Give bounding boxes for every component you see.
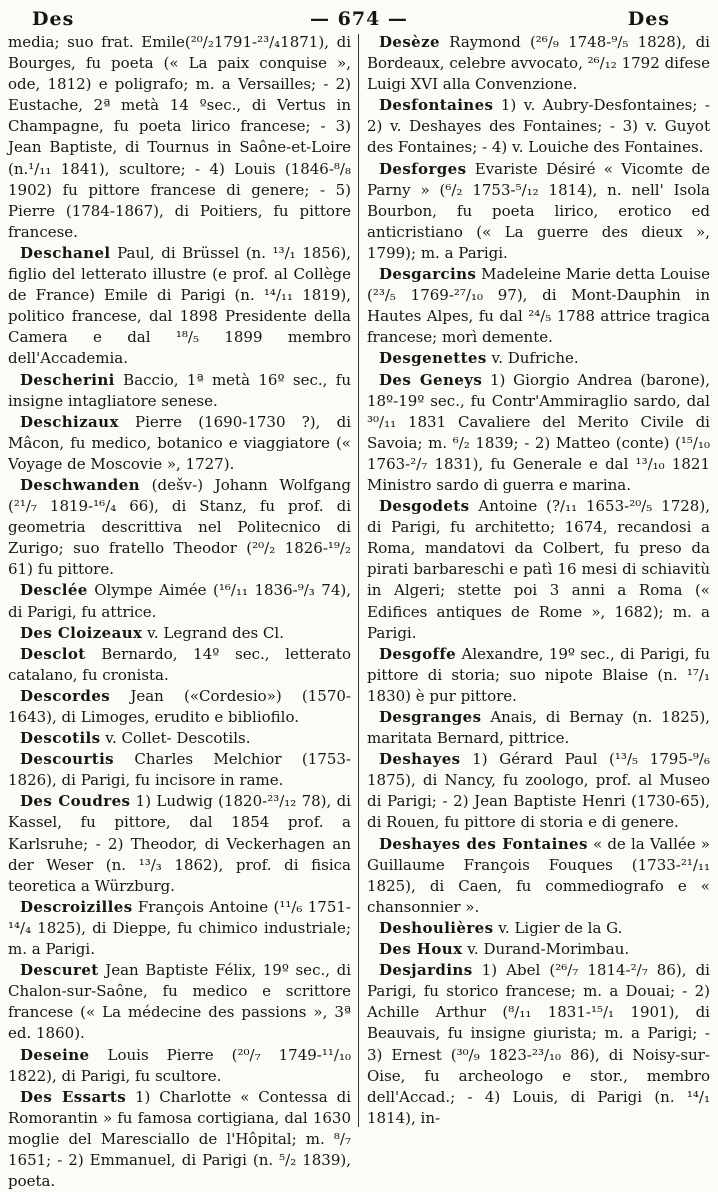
page-number: — 674 — bbox=[310, 8, 408, 30]
entry-text: Jean Baptiste Félix, 19º sec., di Chalon-sur-Saône, fu medico e scrittore francese (« La médecine des passions », 3ª ed. 1860). bbox=[8, 961, 351, 1043]
entry-text: v. Collet- Descotils. bbox=[105, 729, 251, 748]
entry-headword: Des Essarts bbox=[20, 1087, 127, 1106]
entry-headword: Deschizaux bbox=[20, 412, 119, 431]
left-column bbox=[8, 32, 358, 1191]
dictionary-entry bbox=[8, 1087, 351, 1192]
entry-headword: Desgranges bbox=[378, 708, 482, 726]
dictionary-entry bbox=[8, 791, 351, 896]
entry-headword: Descuret bbox=[20, 961, 99, 980]
entry-headword: Desfontaines bbox=[378, 96, 494, 115]
dictionary-entry bbox=[8, 475, 351, 580]
entry-text: Paul, di Brüssel (n. ¹³/₁ 1856), figlio del letterato illustre (e prof. al Collège de France) Emile di Parigi (n. ¹⁴/₁₁ 1819), politico francese, dal 1898 Presidente della Camera e dal ¹⁸/₅ 1899 membro dell'Accademia. bbox=[8, 243, 351, 368]
dictionary-entry bbox=[8, 960, 351, 1044]
entry-headword: Deshayes bbox=[378, 750, 461, 769]
dictionary-entry bbox=[367, 834, 710, 918]
entry-text: Olympe Aimée (¹⁶/₁₁ 1836-⁹/₃ 74), di Parigi, fu attrice. bbox=[8, 581, 351, 621]
dictionary-entry bbox=[367, 370, 710, 497]
text-columns bbox=[8, 32, 710, 1191]
entry-headword: Descotils bbox=[20, 729, 101, 748]
dictionary-entry bbox=[367, 95, 710, 158]
dictionary-entry bbox=[8, 686, 351, 728]
entry-text: 1) Charlotte « Contessa di Romorantin » fu famosa cortigiana, dal 1630 moglie del Maresciallo de l'Hôpital; m. ⁸/₇ 1651; - 2) Emmanuel, di Parigi (n. ⁵/₂ 1839), poeta. bbox=[8, 1087, 351, 1191]
entry-headword: Des Geneys bbox=[378, 370, 483, 389]
dictionary-entry bbox=[8, 623, 351, 644]
entry-headword: Desforges bbox=[378, 159, 467, 178]
entry-text: Antoine (?/₁₁ 1653-²⁰/₅ 1728), di Parigi, fu architetto; 1674, recandosi a Roma, mandatovi da Colbert, fu preso da pirati barbareschi e patì 16 mesi di schiavitù in Algeri; stette poi 3 anni a Roma (« Edifices antiques de Rome », 1682); m. a Parigi. bbox=[366, 497, 710, 642]
dictionary-entry bbox=[8, 644, 351, 686]
entry-text: « de la Vallée » Guillaume François Fouques (1733-²¹/₁₁ 1825), di Caen, fu commediografo e « chansonnier ». bbox=[366, 834, 710, 916]
entry-text: 1) Ludwig (1820-²³/₁₂ 78), di Kassel, fu pittore, dal 1854 prof. a Karlsruhe; - 2) Theodor, di Veckerhagen an der Weser (n. ¹³/₃ 1862), prof. di fisica teoretica a Würzburg. bbox=[8, 792, 351, 895]
dictionary-entry bbox=[367, 32, 710, 95]
entry-headword: Descordes bbox=[20, 686, 111, 705]
entry-headword: Desgenettes bbox=[378, 349, 487, 368]
entry-text: Jean («Cordesio») (1570-1643), di Limoges, erudito e bibliofilo. bbox=[8, 686, 351, 726]
entry-text: Baccio, 1ª metà 16º sec., fu insigne intagliatore senese. bbox=[8, 370, 351, 410]
entry-headword: Des Houx bbox=[378, 940, 463, 959]
entry-headword: Deshayes des Fontaines bbox=[378, 834, 588, 853]
entry-text: Alexandre, 19º sec., di Parigi, fu pittore di storia; suo nipote Blaise (n. ¹⁷/₁ 1830) è pur pittore. bbox=[366, 644, 710, 705]
entry-headword: Descroizilles bbox=[20, 897, 133, 916]
entry-headword: Desjardins bbox=[378, 961, 473, 980]
dictionary-entry bbox=[367, 707, 710, 749]
dictionary-entry bbox=[367, 960, 710, 1129]
entry-headword: Desgodets bbox=[378, 497, 470, 516]
dictionary-entry bbox=[367, 918, 710, 939]
entry-text: Louis Pierre (²⁰/₇ 1749-¹¹/₁₀ 1822), di Parigi, fu scultore. bbox=[8, 1045, 351, 1085]
entry-text: François Antoine (¹¹/₆ 1751-¹⁴/₄ 1825), di Dieppe, fu chimico industriale; m. a Parigi. bbox=[8, 897, 351, 959]
entry-text: Raymond (²⁶/₉ 1748-⁹/₅ 1828), di Bordeaux, celebre avvocato, ²⁶/₁₂ 1792 difese Luigi XVI alla Convenzione. bbox=[366, 33, 710, 94]
entry-text: 1) Gérard Paul (¹³/₅ 1795-⁹/₆ 1875), di Nancy, fu zoologo, prof. al Museo di Parigi; - 2) Jean Baptiste Henri (1730-65), di Rouen, fu pittore di storia e di genere. bbox=[366, 750, 710, 832]
dictionary-entry bbox=[367, 749, 710, 833]
dictionary-entry bbox=[367, 939, 710, 960]
right-column bbox=[359, 32, 710, 1127]
entry-text: (dešv-) Johann Wolfgang (²¹/₇ 1819-¹⁶/₄ 66), di Stanz, fu prof. di geometria descrittiva nel Politecnico di Zurigo; suo fratello Theodor (²⁰/₂ 1826-¹⁹/₂ 61) fu pittore. bbox=[8, 475, 351, 579]
entry-text: 1) Giorgio Andrea (barone), 18º-19º sec., fu Contr'Ammiraglio sardo, dal ³⁰/₁₁ 1831 Cavaliere del Merito Civile di Savoia; m. ⁶/₂ 1839; - 2) Matteo (conte) (¹⁵/₁₀ 1763-²/₇ 1831), fu Generale e dal ¹³/₁₀ 1821 Ministro sardo di guerra e marina. bbox=[366, 370, 710, 494]
entry-text: v. Dufriche. bbox=[491, 349, 579, 368]
entry-headword: Desclot bbox=[20, 644, 86, 663]
header-left-word: Des bbox=[32, 8, 75, 30]
entry-headword: Descourtis bbox=[20, 750, 115, 769]
dictionary-entry bbox=[8, 1045, 351, 1087]
entry-headword: Deschwanden bbox=[20, 475, 140, 494]
entry-headword: Desgarcins bbox=[378, 265, 477, 284]
header-right-word: Des bbox=[627, 8, 670, 30]
dictionary-entry bbox=[8, 728, 351, 749]
entry-headword: Desclée bbox=[20, 581, 88, 600]
dictionary-entry bbox=[367, 644, 710, 707]
entry-headword: Deseine bbox=[20, 1045, 90, 1064]
entry-headword: Deschanel bbox=[20, 243, 111, 262]
entry-text: v. Ligier de la G. bbox=[498, 918, 623, 937]
dictionary-entry bbox=[367, 496, 710, 644]
entry-text: v. Durand-Morimbau. bbox=[467, 940, 630, 959]
entry-text: v. Legrand des Cl. bbox=[147, 623, 284, 642]
entry-text: Evariste Désiré « Vicomte de Parny » (⁶/₂ 1753-⁵/₁₂ 1814), n. nell' Isola Bourbon, fu poeta lirico, erotico ed anticristiano (« La guerre des dieux », 1799); m. a Parigi. bbox=[366, 159, 710, 262]
entry-text: Pierre (1690-1730 ?), di Mâcon, fu medico, botanico e viaggiatore (« Voyage de Moscovie », 1727). bbox=[8, 412, 351, 473]
entry-text: Bernardo, 14º sec., letterato catalano, fu cronista. bbox=[8, 644, 351, 684]
entry-headword: Des Cloizeaux bbox=[20, 623, 143, 642]
entry-text: Madeleine Marie detta Louise (²³/₅ 1769-²⁷/₁₀ 97), di Mont-Dauphin in Hautes Alpes, fu dal ²⁴/₅ 1788 attrice tragica francese; morì demente. bbox=[366, 265, 710, 347]
entry-headword: Des Coudres bbox=[20, 792, 131, 811]
entry-text: 1) v. Aubry-Desfontaines; - 2) v. Deshayes des Fontaines; - 3) v. Guyot des Fontaines; - 4) v. Louiche des Fontaines. bbox=[366, 96, 710, 157]
entry-headword: Deshoulières bbox=[378, 918, 494, 937]
entry-text: Charles Melchior (1753-1826), di Parigi, fu incisore in rame. bbox=[8, 750, 351, 790]
dictionary-entry bbox=[8, 580, 351, 622]
dictionary-entry bbox=[8, 749, 351, 791]
entry-headword: Desgoffe bbox=[378, 644, 457, 663]
dictionary-entry bbox=[8, 243, 351, 370]
dictionary-entry bbox=[367, 264, 710, 348]
dictionary-entry bbox=[8, 32, 351, 243]
entry-text: Anais, di Bernay (n. 1825), maritata Bernard, pittrice. bbox=[366, 708, 710, 748]
entry-headword: Descherini bbox=[20, 370, 115, 389]
dictionary-entry bbox=[367, 159, 710, 264]
dictionary-entry bbox=[8, 897, 351, 960]
entry-text: 1) Abel (²⁶/₇ 1814-²/₇ 86), di Parigi, fu storico francese; m. a Douai; - 2) Achille Arthur (⁸/₁₁ 1831-¹⁵/₁ 1901), di Beauvais, fu insigne giurista; m. a Parigi; - 3) Ernest (³⁰/₉ 1823-²³/₁₀ 86), di Noisy-sur-Oise, fu archeologo e stor., membro dell'Accad.; - 4) Louis, di Parigi (n. ¹⁴/₁ 1814), in- bbox=[366, 961, 710, 1127]
dictionary-entry bbox=[8, 412, 351, 475]
entry-headword: Desèze bbox=[378, 33, 440, 51]
entry-text: media; suo frat. Emile(²⁰/₂1791-²³/₄1871), di Bourges, fu poeta (« La paix conquise », ode, 1812) e poligrafo; m. a Versailles; - 2) Eustache, 2ª metà 14 ºsec., di Vertus in Champagne, fu poeta lirico francese; - 3) Jean Baptiste, di Tournus in Saône-et-Loire (n.¹/₁₁ 1841), scultore; - 4) Louis (1846-⁸/₈ 1902) fu pittore francese di genere; - 5) Pierre (1784-1867), di Poitiers, fu pittore francese. bbox=[8, 33, 351, 241]
page-header bbox=[8, 6, 710, 32]
dictionary-entry bbox=[8, 370, 351, 412]
dictionary-entry bbox=[367, 348, 710, 369]
